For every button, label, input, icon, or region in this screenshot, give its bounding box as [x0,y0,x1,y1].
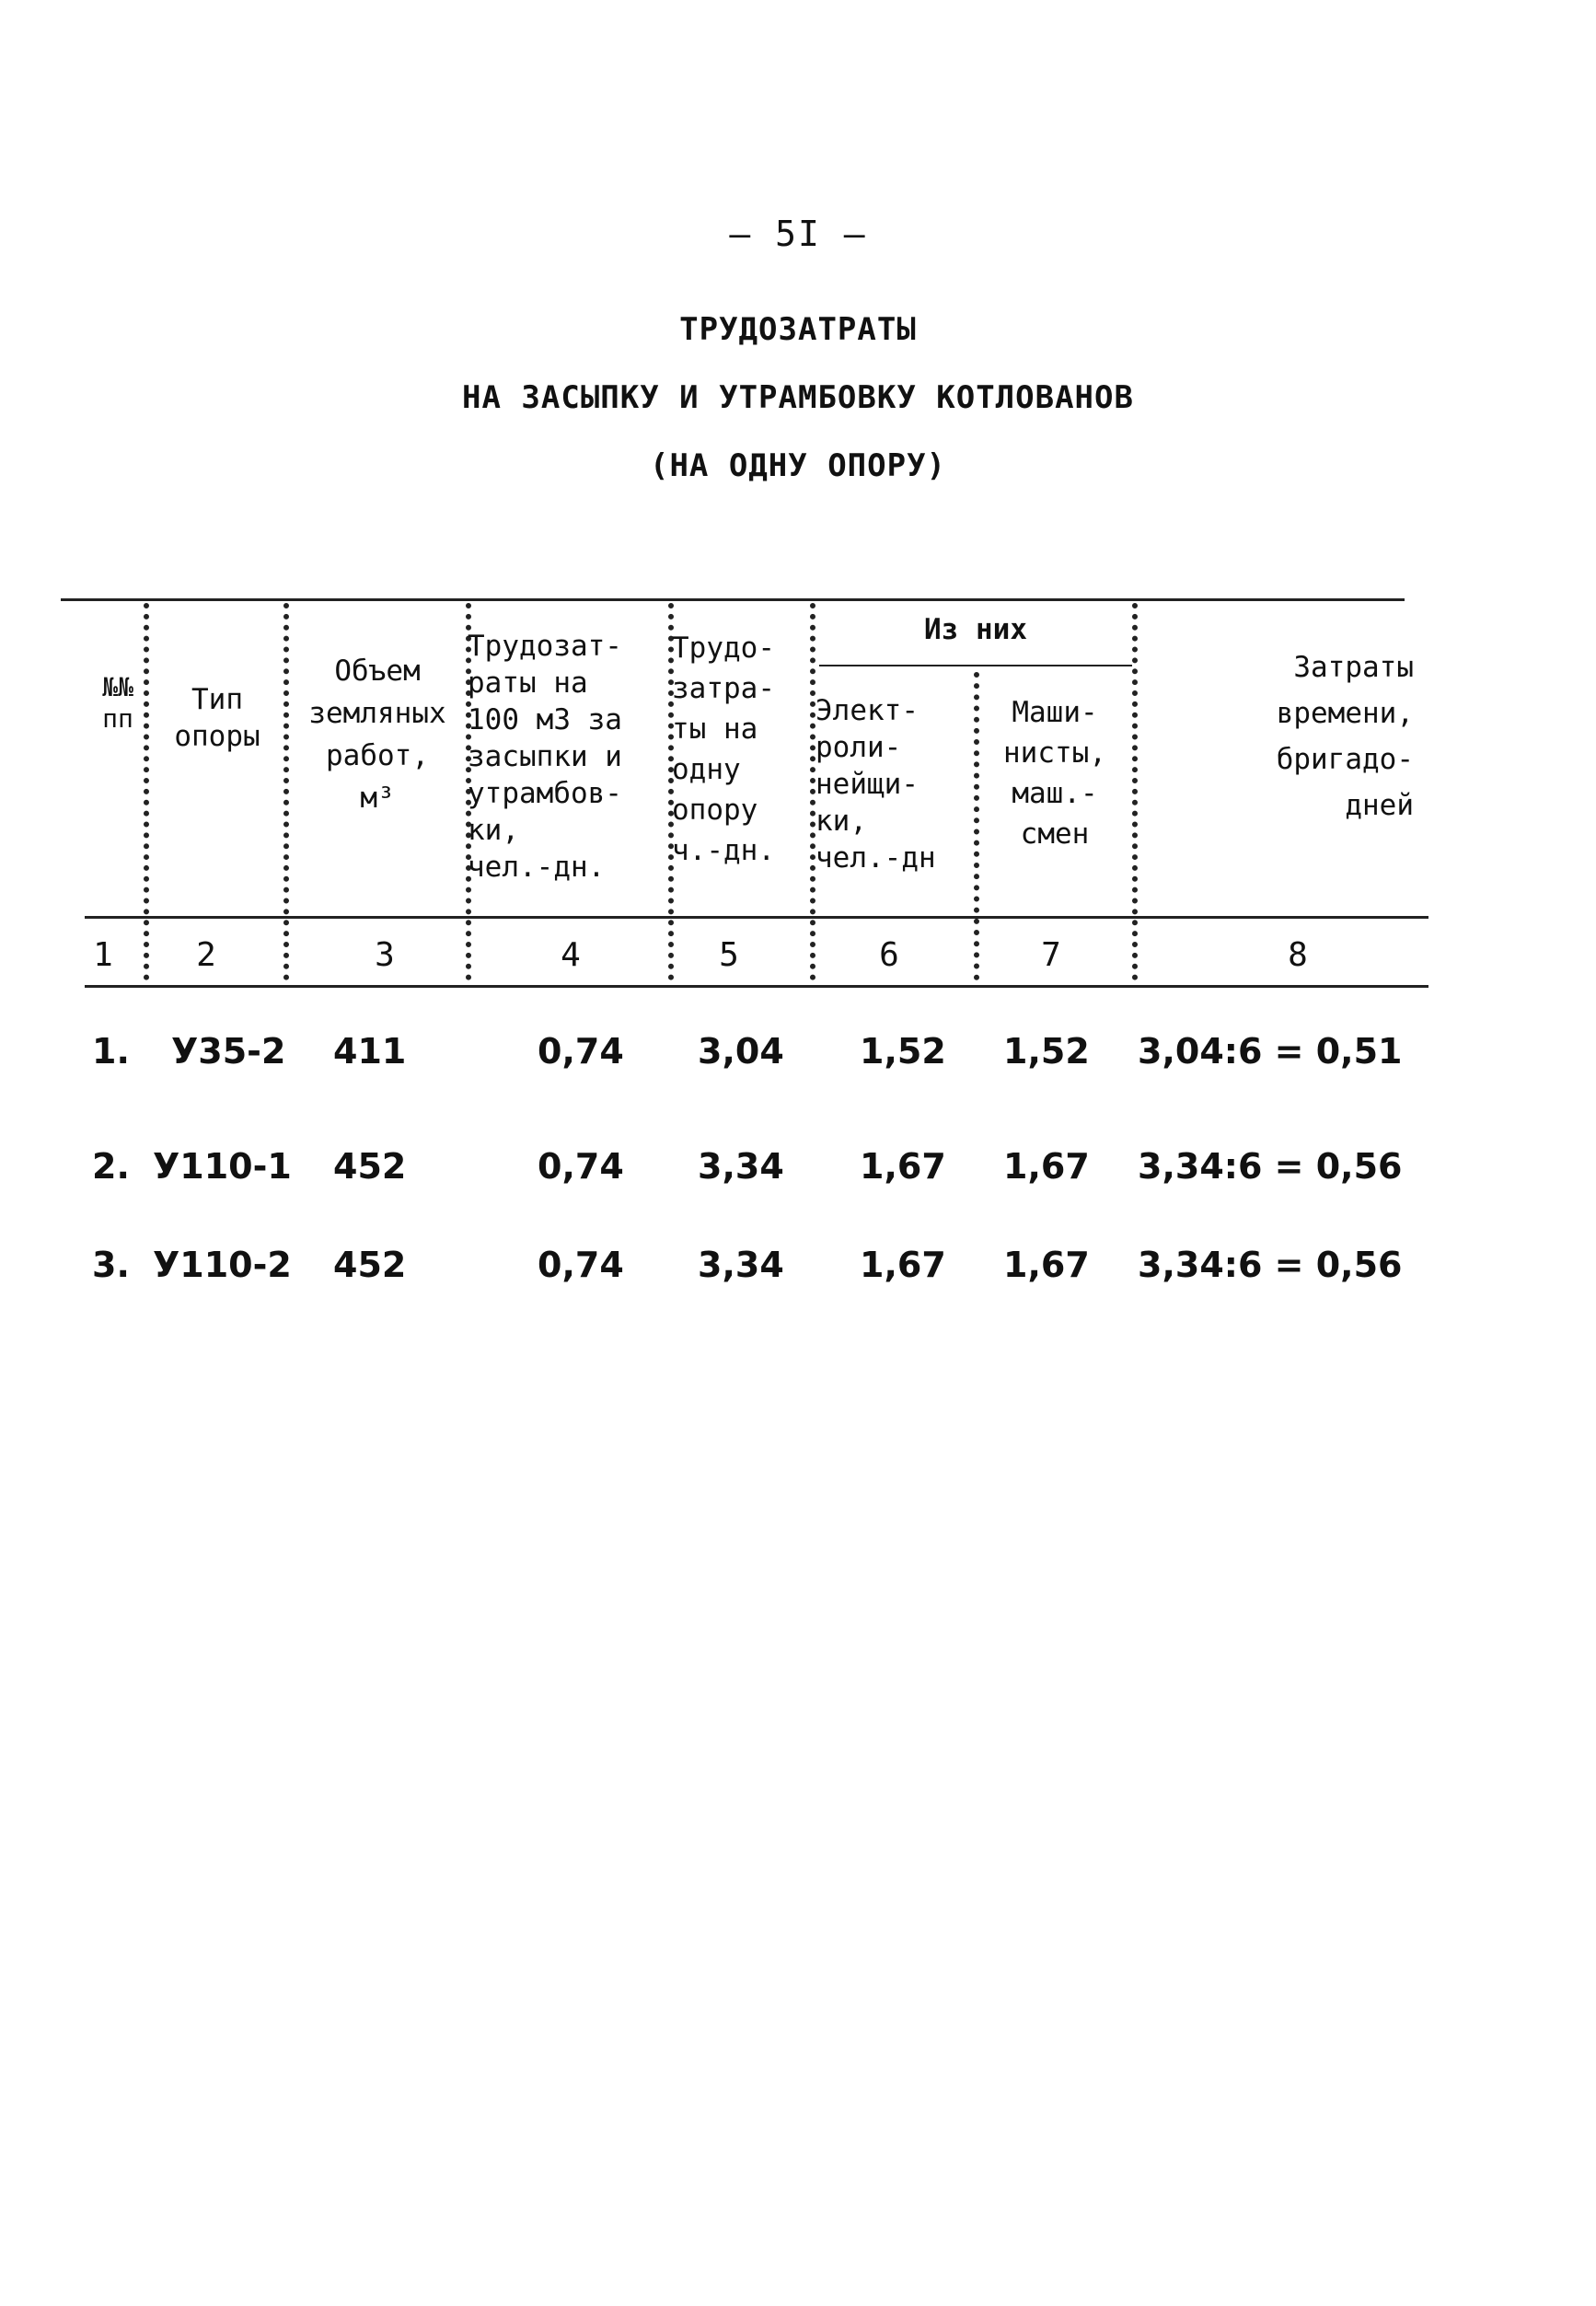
machinists-value: 1,67 [1003,1146,1090,1187]
group-rule [819,665,1132,666]
document-title: ТРУДОЗАТРАТЫ [679,311,917,348]
labor-per-100: 0,74 [538,1245,624,1285]
time-cost-value: 3,34:6 = 0,56 [1138,1146,1403,1187]
earthwork-volume: 452 [333,1146,407,1187]
linemen-value: 1,67 [860,1245,946,1285]
time-cost-value: 3,34:6 = 0,56 [1138,1245,1403,1285]
linemen-value: 1,67 [860,1146,946,1187]
time-cost-value: 3,04:6 = 0,51 [1138,1031,1403,1072]
col-number: 2 [196,936,216,974]
header-linemen: Элект- роли- нейщи- ки, чел.-дн [815,694,936,875]
header-machinists: Маши- нисты, маш.- смен [1003,696,1106,851]
header-support-type: Тип опоры [174,683,260,753]
earthwork-volume: 452 [333,1245,407,1285]
col-separator [974,672,979,980]
header-earthwork-volume: Объем земляных работ, м³ [308,655,446,815]
document-subtitle: НА ЗАСЫПКУ И УТРАМБОВКУ КОТЛОВАНОВ [462,379,1134,416]
labor-per-100: 0,74 [538,1031,624,1072]
col-separator [283,603,289,980]
row-number: 2. [92,1146,130,1187]
col-number: 3 [375,936,395,974]
colnum-bottom-rule [85,985,1428,988]
col-number: 6 [879,936,899,974]
col-number: 1 [93,936,113,974]
labor-per-support: 3,04 [698,1031,784,1072]
earthwork-volume: 411 [333,1031,407,1072]
header-group-of-them: Из них [924,613,1027,646]
labor-per-100: 0,74 [538,1146,624,1187]
support-type: У110-2 [153,1245,292,1285]
support-type: У35-2 [171,1031,286,1072]
page-number: – 5I – [729,214,867,254]
header-labor-per-support: Трудо- затра- ты на одну опору ч.-дн. [672,632,775,867]
header-time-cost: Затраты времени, бригадо- дней [1276,651,1414,822]
col-number: 5 [719,936,739,974]
document-subtitle-note: (НА ОДНУ ОПОРУ) [649,447,947,484]
labor-per-support: 3,34 [698,1146,784,1187]
header-labor-per-100: Трудозат- раты на 100 м3 за засыпки и утрамбов- ки, чел.-дн. [468,630,622,884]
col-number: 8 [1288,936,1308,974]
labor-per-support: 3,34 [698,1245,784,1285]
linemen-value: 1,52 [860,1031,946,1072]
row-number: 1. [92,1031,130,1072]
table-top-rule [61,598,1405,601]
support-type: У110-1 [153,1146,292,1187]
col-number: 7 [1041,936,1061,974]
row-number: 3. [92,1245,130,1285]
col-separator [144,603,149,980]
machinists-value: 1,52 [1003,1031,1090,1072]
header-number: №№ пп [102,672,133,734]
machinists-value: 1,67 [1003,1245,1090,1285]
col-number: 4 [561,936,581,974]
